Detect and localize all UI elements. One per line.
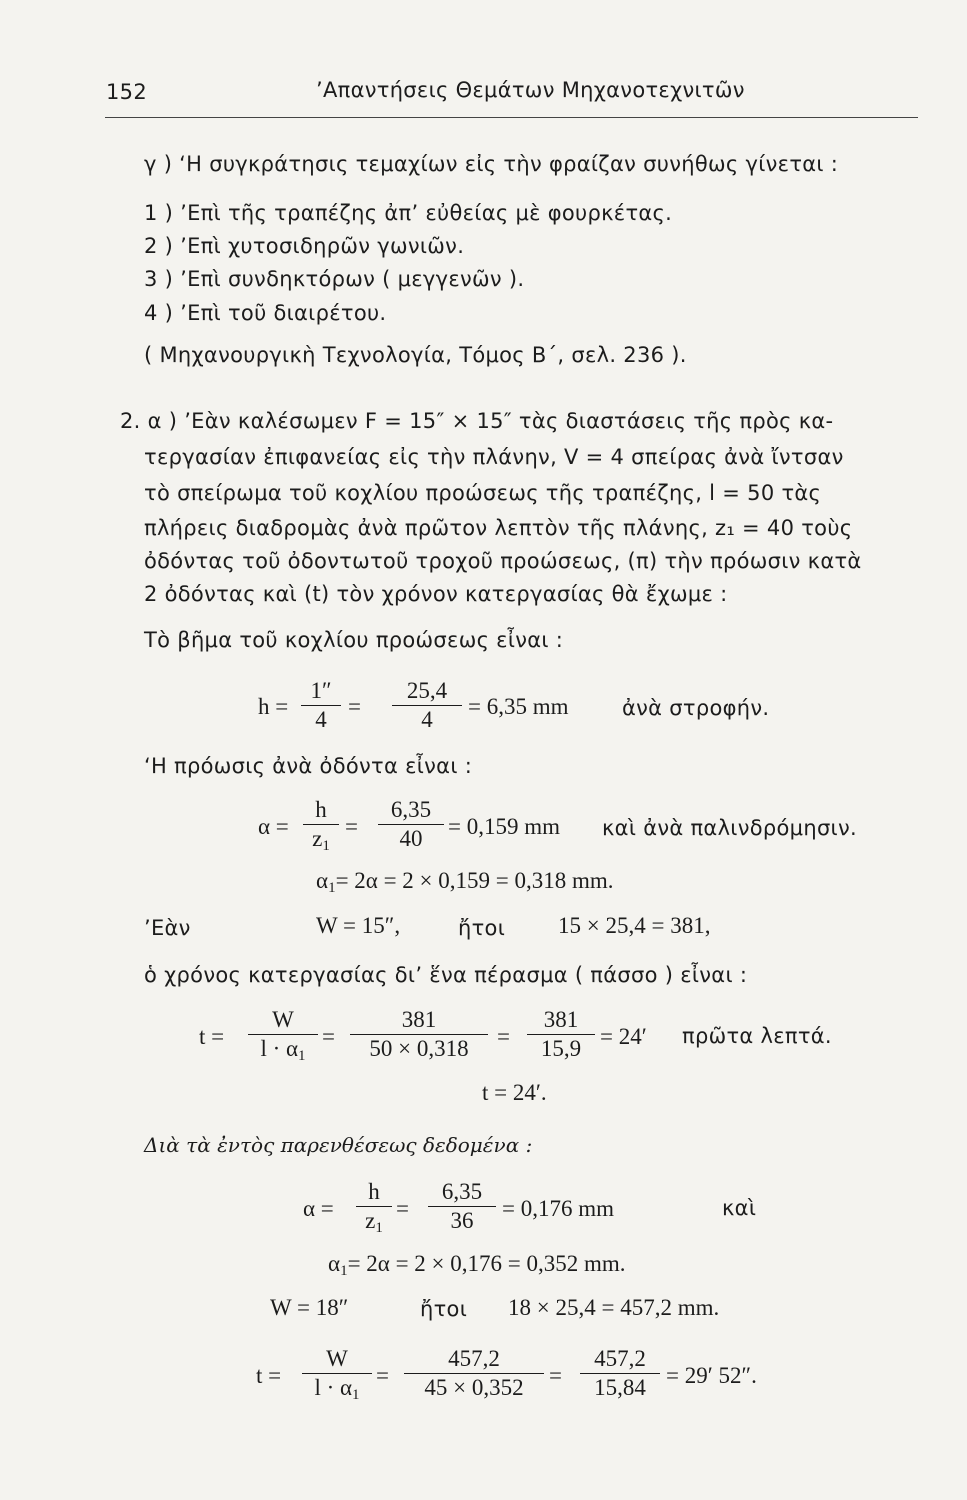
feed-f1-den: $z_1$ — [312, 826, 330, 854]
time-eq-sign-2: = — [497, 1024, 510, 1049]
time-lhs: t = — [199, 1024, 225, 1049]
b-feed-f2-num: 6,35 — [428, 1178, 496, 1207]
pitch-f1-num: 1″ — [301, 677, 341, 706]
alpha1-equation: $\alpha_1= 2\alpha = 2 \times 0,159 = 0,318$ mm. — [316, 868, 614, 896]
pitch-lhs: h = — [258, 694, 289, 719]
time-f3-den: 15,9 — [540, 1036, 582, 1061]
section-g-item-3: 3 ) ’Επὶ συνδηκτόρων ( μεγγενῶν ). — [144, 267, 525, 291]
b-time-eq-sign-1: = — [376, 1363, 389, 1388]
time-f1-num: W — [248, 1006, 318, 1035]
t-final: t = 24′. — [482, 1080, 547, 1105]
b-time-f2-den: 45 × 0,352 — [424, 1375, 524, 1400]
feed-f1-num: h — [303, 796, 339, 825]
b-w-calc: 18 × 25,4 = 457,2 mm. — [508, 1295, 720, 1320]
time-unit-text: πρῶτα λεπτά. — [682, 1024, 832, 1048]
problem2-line-6: 2 ὀδόντας καὶ (t) τὸν χρόνον κατεργασίας θὰ ἔχωμε : — [144, 582, 728, 606]
b-time-f1-den: $l \cdot \alpha_1$ — [314, 1375, 360, 1403]
time-f3-num: 381 — [527, 1006, 595, 1035]
pitch-fraction-1 — [301, 677, 341, 734]
b-time-f3-den: 15,84 — [594, 1375, 646, 1400]
time-f2-num: 381 — [350, 1006, 488, 1035]
pitch-f1-den: 4 — [315, 707, 327, 732]
pitch-fraction-2 — [392, 677, 462, 734]
b-etoi-word: ἤτοι — [420, 1297, 468, 1321]
b-feed-fraction-1 — [356, 1178, 392, 1242]
problem2-line-5: ὀδόντας τοῦ ὀδοντωτοῦ τροχοῦ προώσεως, (π) τὴν πρόωσιν κατὰ — [144, 549, 862, 573]
feed-intro: ‘Η πρόωσις ἀνὰ ὀδόντα εἶναι : — [144, 754, 473, 778]
feed-result: = 0,159 mm — [448, 814, 561, 839]
time-fraction-3 — [527, 1006, 595, 1063]
time-eq-sign-1: = — [322, 1024, 335, 1049]
b-time-f2-num: 457,2 — [404, 1345, 544, 1374]
b-w-equation: W = 18″ — [270, 1295, 349, 1320]
problem2-line-3: τὸ σπείρωμα τοῦ κοχλίου προώσεως τῆς τραπέζης, l = 50 τὰς — [144, 481, 822, 505]
pitch-f2-den: 4 — [421, 707, 433, 732]
problem2-line-4: πλήρεις διαδρομὰς ἀνὰ πρῶτον λεπτὸν τῆς πλάνης, z₁ = 40 τοὺς — [144, 516, 853, 540]
b-time-fraction-3 — [580, 1345, 660, 1402]
pitch-intro: Τὸ βῆμα τοῦ κοχλίου προώσεως εἶναι : — [144, 628, 564, 652]
feed-eq-sign: = — [345, 814, 358, 839]
time-fraction-1 — [248, 1006, 318, 1070]
pitch-result: = 6,35 mm — [468, 694, 569, 719]
feed-unit-text: καὶ ἀνὰ παλινδρόμησιν. — [602, 816, 857, 840]
problem2-line-2: τεργασίαν ἐπιφανείας εἰς τὴν πλάνην, V = 4 σπείρας ἀνὰ ἴντσαν — [144, 445, 844, 469]
section-g-item-4: 4 ) ’Επὶ τοῦ διαιρέτου. — [144, 301, 387, 325]
feed-lhs: α = — [258, 814, 289, 839]
feed-f2-num: 6,35 — [378, 796, 444, 825]
feed-f2-den: 40 — [399, 826, 423, 851]
b-time-lhs: t = — [256, 1363, 282, 1388]
pitch-eq-sign: = — [348, 694, 361, 719]
page-number: 152 — [106, 80, 147, 104]
w-equation: W = 15″, — [316, 913, 401, 938]
b-alpha1-equation: $\alpha_1= 2\alpha = 2 \times 0,176 = 0,352$ mm. — [328, 1251, 626, 1279]
bracket-heading: Διὰ τὰ ἐντὸς παρενθέσεως δεδομένα : — [144, 1133, 533, 1157]
time-result: = 24′ — [600, 1024, 647, 1049]
time-f2-den: 50 × 0,318 — [369, 1036, 469, 1061]
b-feed-f1-num: h — [356, 1178, 392, 1207]
b-feed-f1-den: $z_1$ — [365, 1208, 383, 1236]
b-feed-f2-den: 36 — [450, 1208, 474, 1233]
b-feed-result: = 0,176 mm — [502, 1196, 615, 1221]
b-feed-eq-sign: = — [396, 1196, 409, 1221]
b-feed-unit-text: καὶ — [722, 1196, 757, 1220]
time-intro: ὁ χρόνος κατεργασίας δι’ ἕνα πέρασμα ( πάσσο ) εἶναι : — [144, 963, 748, 987]
running-title: ’Απαντήσεις Θεμάτων Μηχανοτεχνιτῶν — [316, 78, 745, 102]
b-feed-fraction-2 — [428, 1178, 496, 1235]
problem2-line-1: 2. α ) ’Εὰν καλέσωμεν F = 15″ × 15″ τὰς διαστάσεις τῆς πρὸς κα- — [120, 409, 834, 433]
pitch-f2-num: 25,4 — [392, 677, 462, 706]
b-time-eq-sign-2: = — [549, 1363, 562, 1388]
feed-fraction-2 — [378, 796, 444, 853]
if-word: ’Εὰν — [144, 916, 191, 940]
w-calc: 15 × 25,4 = 381, — [558, 913, 711, 938]
section-g-reference: ( Μηχανουργικὴ Τεχνολογία, Τόμος Β΄, σελ. 236 ). — [144, 343, 687, 367]
b-time-f1-num: W — [302, 1345, 372, 1374]
pitch-unit-text: ἀνὰ στροφήν. — [622, 696, 770, 720]
feed-fraction-1 — [303, 796, 339, 860]
b-feed-lhs: α = — [303, 1196, 334, 1221]
b-time-result: = 29′ 52″. — [666, 1363, 757, 1388]
b-time-f3-num: 457,2 — [580, 1345, 660, 1374]
time-f1-den: $l \cdot \alpha_1$ — [260, 1036, 306, 1064]
header-rule — [105, 117, 918, 118]
section-g-item-2: 2 ) ’Επὶ χυτοσιδηρῶν γωνιῶν. — [144, 234, 465, 258]
section-g-item-1: 1 ) ’Επὶ τῆς τραπέζης ἀπ’ εὐθείας μὲ φουρκέτας. — [144, 201, 673, 225]
etoi-word: ἤτοι — [458, 916, 506, 940]
b-time-fraction-2 — [404, 1345, 544, 1402]
b-time-fraction-1 — [302, 1345, 372, 1409]
time-fraction-2 — [350, 1006, 488, 1063]
section-g-intro: γ ) ‘Η συγκράτησις τεμαχίων εἰς τὴν φραίζαν συνήθως γίνεται : — [144, 152, 839, 176]
